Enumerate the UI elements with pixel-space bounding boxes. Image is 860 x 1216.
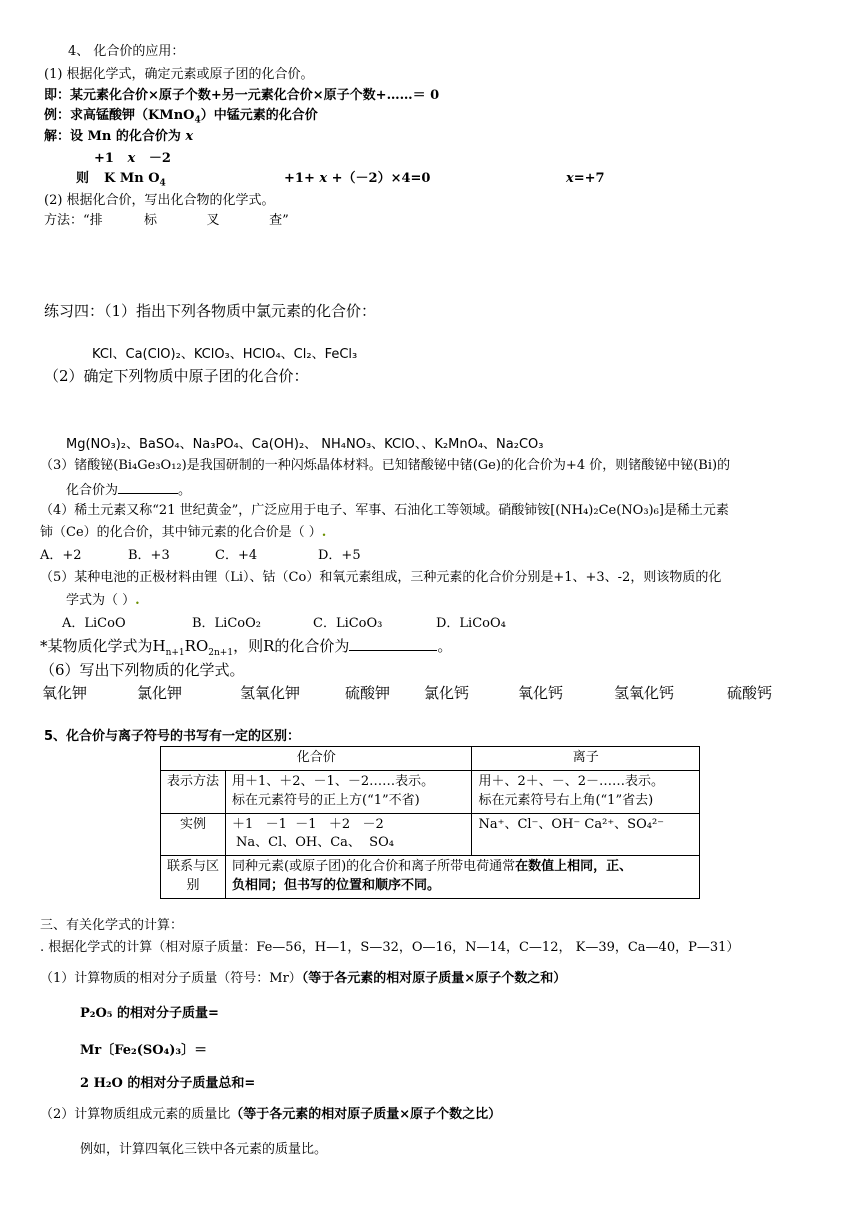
exercise-4-title: 练习四：（1）指出下列各物质中氯元素的化合价： bbox=[44, 302, 377, 320]
compound-name: 硫酸钾 bbox=[345, 684, 391, 702]
q4-option-a: A．+2 bbox=[40, 548, 82, 563]
q5-option-a: A．LiCoO bbox=[62, 616, 126, 631]
compound-name: 硫酸钙 bbox=[727, 684, 773, 702]
star-question: *某物质化学式为$H_{n+1}RO_{2n+1}$，则R的化合价为 。 bbox=[40, 637, 453, 658]
section-3-example: 例如，计算四氧化三铁中各元素的质量比。 bbox=[80, 1142, 328, 1157]
calc-h2o: 2 H₂O 的相对分子质量总和= bbox=[80, 1076, 256, 1091]
exercise-4-q3-line2: 化合价为 。 bbox=[66, 483, 192, 498]
table-header-valence: 化合价 bbox=[161, 747, 472, 771]
section-3-q2: （2）计算物质组成元素的质量比（等于各元素的相对原子质量×原子个数之比） bbox=[40, 1107, 502, 1122]
equation-text: +1+ x +（－2）×4=0 bbox=[284, 171, 431, 186]
compound-name: 氯化钾 bbox=[137, 684, 183, 702]
exercise-4-q4-line1: （4）稀土元素又称“21 世纪黄金”，广泛应用于电子、军事、石油化工等领域。硝酸铈铵[(NH₄)₂Ce(NO₃)₆]是稀土元素 bbox=[40, 503, 729, 518]
method-text: 方法：“排 标 叉 查” bbox=[44, 213, 289, 228]
solution-text: 解：设 Mn 的化合价为 x bbox=[44, 129, 194, 144]
exercise-4-q3-line1: （3）锗酸铋(Bi₄Ge₃O₁₂)是我国研制的一种闪烁晶体材料。已知锗酸铋中锗(Ge)的化合价为+4 价，则锗酸铋中铋(Bi)的 bbox=[40, 458, 731, 473]
compound-name: 氯化钙 bbox=[424, 684, 470, 702]
table-row-label: 联系与区别 bbox=[161, 856, 226, 899]
answer-text: x=+7 bbox=[566, 171, 605, 186]
section-3-title: 三、有关化学式的计算： bbox=[40, 918, 184, 933]
compound-name: 氧化钾 bbox=[42, 684, 88, 702]
item-1-text: (1) 根据化学式，确定元素或原子团的化合价。 bbox=[44, 67, 314, 82]
section-4-title: 4、 化合价的应用： bbox=[68, 44, 185, 59]
section-3-q1: （1）计算物质的相对分子质量（符号：Mr）（等于各元素的相对原子质量×原子个数之和） bbox=[40, 971, 567, 986]
answer-blank bbox=[118, 481, 178, 494]
table-cell: 用＋1、＋2、－1、－2……表示。 标在元素符号的正上方(“1”不省) bbox=[226, 770, 472, 813]
exercise-4-q2: （2）确定下列物质中原子团的化合价： bbox=[44, 367, 309, 385]
kmno4-formula: K Mn $O_4$ bbox=[104, 171, 166, 189]
q5-option-d: D．LiCoO₄ bbox=[436, 616, 506, 631]
example-text: 例：求高锰酸钾（KMnO$_4$）中锰元素的化合价 bbox=[44, 108, 318, 126]
table-cell: Na⁺、Cl⁻、OH⁻ Ca²⁺、SO₄²⁻ bbox=[472, 813, 700, 856]
then-label: 则 bbox=[76, 171, 90, 186]
q5-option-c: C．LiCoO₃ bbox=[313, 616, 383, 631]
valence-line: +1 x －2 bbox=[94, 151, 171, 166]
q5-option-b: B．LiCoO₂ bbox=[192, 616, 261, 631]
exercise-4-q5-line2: 学式为（ ）. bbox=[66, 593, 140, 608]
valence-vs-ion-table bbox=[160, 746, 700, 899]
rule-text: 即：某元素化合价×原子个数+另一元素化合价×原子个数+……＝ 0 bbox=[44, 88, 440, 103]
table-row-label: 表示方法 bbox=[161, 770, 226, 813]
exercise-4-q4-line2: 铈（Ce）的化合价，其中铈元素的化合价是（ ）. bbox=[40, 525, 327, 540]
q4-option-d: D．+5 bbox=[318, 548, 361, 563]
q4-option-b: B．+3 bbox=[128, 548, 170, 563]
section-3-intro: . 根据化学式的计算（相对原子质量：Fe—56，H—1，S—32，O—16，N—14，C—12， K—39，Ca—40，P—31） bbox=[40, 940, 740, 955]
calc-p2o5: P₂O₅ 的相对分子质量= bbox=[80, 1006, 219, 1021]
table-header-ion: 离子 bbox=[472, 747, 700, 771]
table-row-label: 实例 bbox=[161, 813, 226, 856]
calc-fe2so43: Mr〔Fe₂(SO₄)₃〕＝ bbox=[80, 1043, 208, 1058]
table-cell: 同种元素(或原子团)的化合价和离子所带电荷通常在数值上相同，正、 负相同；但书写的位置和顺序不同。 bbox=[226, 856, 700, 899]
exercise-4-q5-line1: （5）某种电池的正极材料由锂（Li）、钴（Co）和氧元素组成，三种元素的化合价分别是+1、+3、-2，则该物质的化 bbox=[40, 570, 722, 585]
q4-option-c: C．+4 bbox=[215, 548, 258, 563]
compound-name: 氢氧化钙 bbox=[614, 684, 675, 702]
compound-name: 氧化钙 bbox=[518, 684, 564, 702]
item-2-text: (2) 根据化合价，写出化合物的化学式。 bbox=[44, 193, 275, 208]
table-cell: 用＋、2＋、－、2－……表示。 标在元素符号右上角(“1”省去) bbox=[472, 770, 700, 813]
chlorine-compounds-list: KCl、Ca(ClO)₂、KClO₃、HClO₄、Cl₂、FeCl₃ bbox=[92, 347, 358, 362]
answer-blank bbox=[349, 638, 437, 651]
section-5-title: 5、化合价与离子符号的书写有一定的区别： bbox=[44, 729, 301, 744]
exercise-4-q6: （6）写出下列物质的化学式。 bbox=[40, 661, 245, 679]
radical-compounds-list: Mg(NO₃)₂、BaSO₄、Na₃PO₄、Ca(OH)₂、 NH₄NO₃、KClO、、K₂MnO₄、Na₂CO₃ bbox=[66, 437, 544, 452]
compound-name: 氢氧化钾 bbox=[240, 684, 301, 702]
table-cell: ＋1 －1 －1 ＋2 －2 Na、Cl、OH、Ca、 SO₄ bbox=[226, 813, 472, 856]
